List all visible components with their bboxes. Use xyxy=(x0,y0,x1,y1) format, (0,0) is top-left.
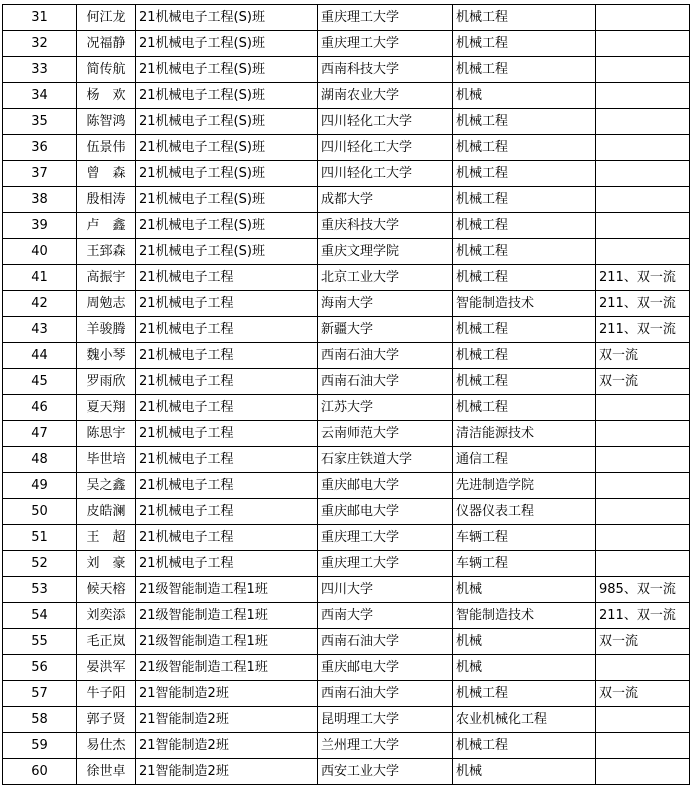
school-tier-note xyxy=(596,187,690,213)
admitted-major: 机械工程 xyxy=(453,5,596,31)
student-name: 曾 森 xyxy=(77,161,136,187)
row-number: 43 xyxy=(3,317,77,343)
table-row xyxy=(3,135,690,161)
admitted-major: 机械工程 xyxy=(453,161,596,187)
row-number: 53 xyxy=(3,577,77,603)
class-name: 21机械电子工程 xyxy=(136,473,318,499)
admitted-major: 通信工程 xyxy=(453,447,596,473)
school-tier-note xyxy=(596,135,690,161)
row-number: 58 xyxy=(3,707,77,733)
row-number: 51 xyxy=(3,525,77,551)
admitted-major: 智能制造技术 xyxy=(453,291,596,317)
admitted-major: 机械 xyxy=(453,759,596,785)
school-tier-note xyxy=(596,447,690,473)
school-tier-note: 双一流 xyxy=(596,629,690,655)
school-tier-note xyxy=(596,655,690,681)
admitted-university: 重庆邮电大学 xyxy=(318,499,453,525)
admitted-university: 重庆理工大学 xyxy=(318,525,453,551)
table-row xyxy=(3,499,690,525)
student-name: 杨 欢 xyxy=(77,83,136,109)
class-name: 21机械电子工程 xyxy=(136,291,318,317)
row-number: 35 xyxy=(3,109,77,135)
table-row xyxy=(3,655,690,681)
student-name: 周勉志 xyxy=(77,291,136,317)
school-tier-note: 211、双一流 xyxy=(596,291,690,317)
school-tier-note: 211、双一流 xyxy=(596,317,690,343)
student-name: 晏洪军 xyxy=(77,655,136,681)
table-row xyxy=(3,707,690,733)
admitted-university: 兰州理工大学 xyxy=(318,733,453,759)
school-tier-note xyxy=(596,109,690,135)
admitted-major: 车辆工程 xyxy=(453,525,596,551)
admitted-university: 江苏大学 xyxy=(318,395,453,421)
admitted-university: 云南师范大学 xyxy=(318,421,453,447)
class-name: 21机械电子工程(S)班 xyxy=(136,31,318,57)
admitted-university: 重庆文理学院 xyxy=(318,239,453,265)
admitted-university: 四川轻化工大学 xyxy=(318,161,453,187)
student-name: 牛子阳 xyxy=(77,681,136,707)
school-tier-note: 双一流 xyxy=(596,681,690,707)
class-name: 21机械电子工程(S)班 xyxy=(136,187,318,213)
admitted-university: 四川轻化工大学 xyxy=(318,135,453,161)
admitted-major: 机械工程 xyxy=(453,681,596,707)
admitted-university: 重庆邮电大学 xyxy=(318,655,453,681)
row-number: 40 xyxy=(3,239,77,265)
school-tier-note xyxy=(596,473,690,499)
school-tier-note xyxy=(596,83,690,109)
class-name: 21智能制造2班 xyxy=(136,707,318,733)
table-row xyxy=(3,759,690,785)
table-row xyxy=(3,681,690,707)
admitted-major: 机械工程 xyxy=(453,317,596,343)
admitted-university: 西南石油大学 xyxy=(318,629,453,655)
student-name: 况福静 xyxy=(77,31,136,57)
admitted-university: 四川轻化工大学 xyxy=(318,109,453,135)
row-number: 42 xyxy=(3,291,77,317)
school-tier-note xyxy=(596,213,690,239)
admission-table xyxy=(2,4,690,785)
admitted-university: 西南科技大学 xyxy=(318,57,453,83)
row-number: 33 xyxy=(3,57,77,83)
table-row xyxy=(3,343,690,369)
admitted-major: 清洁能源技术 xyxy=(453,421,596,447)
admitted-university: 成都大学 xyxy=(318,187,453,213)
admitted-major: 机械 xyxy=(453,629,596,655)
class-name: 21智能制造2班 xyxy=(136,733,318,759)
row-number: 56 xyxy=(3,655,77,681)
class-name: 21机械电子工程(S)班 xyxy=(136,239,318,265)
school-tier-note: 双一流 xyxy=(596,369,690,395)
student-name: 羊骏腾 xyxy=(77,317,136,343)
class-name: 21级智能制造工程1班 xyxy=(136,577,318,603)
row-number: 46 xyxy=(3,395,77,421)
admitted-major: 机械工程 xyxy=(453,187,596,213)
student-name: 简传航 xyxy=(77,57,136,83)
row-number: 52 xyxy=(3,551,77,577)
row-number: 38 xyxy=(3,187,77,213)
admitted-major: 机械工程 xyxy=(453,395,596,421)
table-row xyxy=(3,161,690,187)
admitted-major: 机械工程 xyxy=(453,369,596,395)
admitted-university: 西南大学 xyxy=(318,603,453,629)
school-tier-note xyxy=(596,161,690,187)
school-tier-note xyxy=(596,421,690,447)
admitted-major: 机械工程 xyxy=(453,733,596,759)
class-name: 21机械电子工程 xyxy=(136,369,318,395)
row-number: 59 xyxy=(3,733,77,759)
row-number: 44 xyxy=(3,343,77,369)
row-number: 31 xyxy=(3,5,77,31)
student-name: 伍景伟 xyxy=(77,135,136,161)
student-name: 何江龙 xyxy=(77,5,136,31)
school-tier-note: 985、双一流 xyxy=(596,577,690,603)
row-number: 55 xyxy=(3,629,77,655)
table-row xyxy=(3,733,690,759)
school-tier-note xyxy=(596,57,690,83)
admitted-university: 西南石油大学 xyxy=(318,343,453,369)
admitted-university: 西南石油大学 xyxy=(318,369,453,395)
table-row xyxy=(3,31,690,57)
student-name: 陈智鸿 xyxy=(77,109,136,135)
row-number: 41 xyxy=(3,265,77,291)
student-name: 易仕杰 xyxy=(77,733,136,759)
student-name: 高振宇 xyxy=(77,265,136,291)
school-tier-note xyxy=(596,733,690,759)
student-name: 罗雨欣 xyxy=(77,369,136,395)
row-number: 60 xyxy=(3,759,77,785)
student-name: 候天榕 xyxy=(77,577,136,603)
admitted-major: 机械 xyxy=(453,655,596,681)
row-number: 50 xyxy=(3,499,77,525)
admitted-university: 西南石油大学 xyxy=(318,681,453,707)
row-number: 45 xyxy=(3,369,77,395)
school-tier-note xyxy=(596,31,690,57)
student-name: 殷相涛 xyxy=(77,187,136,213)
student-name: 刘 豪 xyxy=(77,551,136,577)
student-name: 卢 鑫 xyxy=(77,213,136,239)
student-name: 夏天翔 xyxy=(77,395,136,421)
class-name: 21级智能制造工程1班 xyxy=(136,629,318,655)
table-row xyxy=(3,421,690,447)
class-name: 21级智能制造工程1班 xyxy=(136,603,318,629)
row-number: 34 xyxy=(3,83,77,109)
table-row xyxy=(3,213,690,239)
admitted-major: 机械工程 xyxy=(453,213,596,239)
admitted-major: 机械工程 xyxy=(453,239,596,265)
class-name: 21级智能制造工程1班 xyxy=(136,655,318,681)
admitted-university: 重庆科技大学 xyxy=(318,213,453,239)
row-number: 54 xyxy=(3,603,77,629)
table-row xyxy=(3,447,690,473)
admitted-major: 机械工程 xyxy=(453,343,596,369)
row-number: 57 xyxy=(3,681,77,707)
admitted-major: 机械工程 xyxy=(453,265,596,291)
admitted-major: 智能制造技术 xyxy=(453,603,596,629)
class-name: 21机械电子工程 xyxy=(136,421,318,447)
admitted-university: 重庆理工大学 xyxy=(318,31,453,57)
admitted-university: 昆明理工大学 xyxy=(318,707,453,733)
student-name: 陈思宇 xyxy=(77,421,136,447)
table-row xyxy=(3,603,690,629)
admitted-university: 石家庄铁道大学 xyxy=(318,447,453,473)
student-name: 毛正岚 xyxy=(77,629,136,655)
table-row xyxy=(3,57,690,83)
class-name: 21机械电子工程 xyxy=(136,265,318,291)
table-row xyxy=(3,291,690,317)
table-row xyxy=(3,473,690,499)
school-tier-note: 211、双一流 xyxy=(596,265,690,291)
admitted-major: 农业机械化工程 xyxy=(453,707,596,733)
row-number: 48 xyxy=(3,447,77,473)
admitted-major: 仪器仪表工程 xyxy=(453,499,596,525)
school-tier-note: 双一流 xyxy=(596,343,690,369)
student-name: 王 超 xyxy=(77,525,136,551)
school-tier-note xyxy=(596,5,690,31)
row-number: 47 xyxy=(3,421,77,447)
school-tier-note: 211、双一流 xyxy=(596,603,690,629)
table-row xyxy=(3,109,690,135)
admitted-major: 先进制造学院 xyxy=(453,473,596,499)
table-row xyxy=(3,629,690,655)
table-row xyxy=(3,369,690,395)
admitted-university: 重庆理工大学 xyxy=(318,5,453,31)
student-name: 毕世培 xyxy=(77,447,136,473)
class-name: 21智能制造2班 xyxy=(136,759,318,785)
class-name: 21机械电子工程(S)班 xyxy=(136,135,318,161)
class-name: 21机械电子工程 xyxy=(136,395,318,421)
admitted-major: 机械工程 xyxy=(453,109,596,135)
student-name: 郭子贤 xyxy=(77,707,136,733)
admitted-major: 车辆工程 xyxy=(453,551,596,577)
class-name: 21机械电子工程 xyxy=(136,343,318,369)
class-name: 21机械电子工程 xyxy=(136,317,318,343)
table-row xyxy=(3,551,690,577)
student-name: 徐世卓 xyxy=(77,759,136,785)
row-number: 32 xyxy=(3,31,77,57)
admitted-major: 机械工程 xyxy=(453,135,596,161)
class-name: 21机械电子工程 xyxy=(136,525,318,551)
class-name: 21机械电子工程 xyxy=(136,499,318,525)
admitted-major: 机械工程 xyxy=(453,31,596,57)
school-tier-note xyxy=(596,239,690,265)
school-tier-note xyxy=(596,551,690,577)
admitted-university: 湖南农业大学 xyxy=(318,83,453,109)
school-tier-note xyxy=(596,707,690,733)
admitted-major: 机械 xyxy=(453,83,596,109)
table-row xyxy=(3,5,690,31)
admitted-university: 新疆大学 xyxy=(318,317,453,343)
table-row xyxy=(3,187,690,213)
table-row xyxy=(3,395,690,421)
row-number: 37 xyxy=(3,161,77,187)
school-tier-note xyxy=(596,759,690,785)
table-row xyxy=(3,239,690,265)
class-name: 21机械电子工程 xyxy=(136,447,318,473)
row-number: 39 xyxy=(3,213,77,239)
class-name: 21机械电子工程(S)班 xyxy=(136,161,318,187)
student-name: 皮皓澜 xyxy=(77,499,136,525)
table-row xyxy=(3,525,690,551)
table-row xyxy=(3,83,690,109)
class-name: 21智能制造2班 xyxy=(136,681,318,707)
admitted-university: 四川大学 xyxy=(318,577,453,603)
table-row xyxy=(3,317,690,343)
table-body xyxy=(3,5,690,785)
class-name: 21机械电子工程(S)班 xyxy=(136,57,318,83)
class-name: 21机械电子工程(S)班 xyxy=(136,109,318,135)
school-tier-note xyxy=(596,499,690,525)
admitted-university: 西安工业大学 xyxy=(318,759,453,785)
row-number: 49 xyxy=(3,473,77,499)
admitted-major: 机械工程 xyxy=(453,57,596,83)
class-name: 21机械电子工程 xyxy=(136,551,318,577)
admitted-university: 重庆理工大学 xyxy=(318,551,453,577)
row-number: 36 xyxy=(3,135,77,161)
admitted-university: 北京工业大学 xyxy=(318,265,453,291)
student-name: 吴之鑫 xyxy=(77,473,136,499)
student-name: 王郅森 xyxy=(77,239,136,265)
table-row xyxy=(3,265,690,291)
class-name: 21机械电子工程(S)班 xyxy=(136,5,318,31)
student-name: 魏小琴 xyxy=(77,343,136,369)
class-name: 21机械电子工程(S)班 xyxy=(136,213,318,239)
admitted-university: 海南大学 xyxy=(318,291,453,317)
table-row xyxy=(3,577,690,603)
class-name: 21机械电子工程(S)班 xyxy=(136,83,318,109)
school-tier-note xyxy=(596,525,690,551)
student-name: 刘奕添 xyxy=(77,603,136,629)
school-tier-note xyxy=(596,395,690,421)
admitted-university: 重庆邮电大学 xyxy=(318,473,453,499)
admitted-major: 机械 xyxy=(453,577,596,603)
